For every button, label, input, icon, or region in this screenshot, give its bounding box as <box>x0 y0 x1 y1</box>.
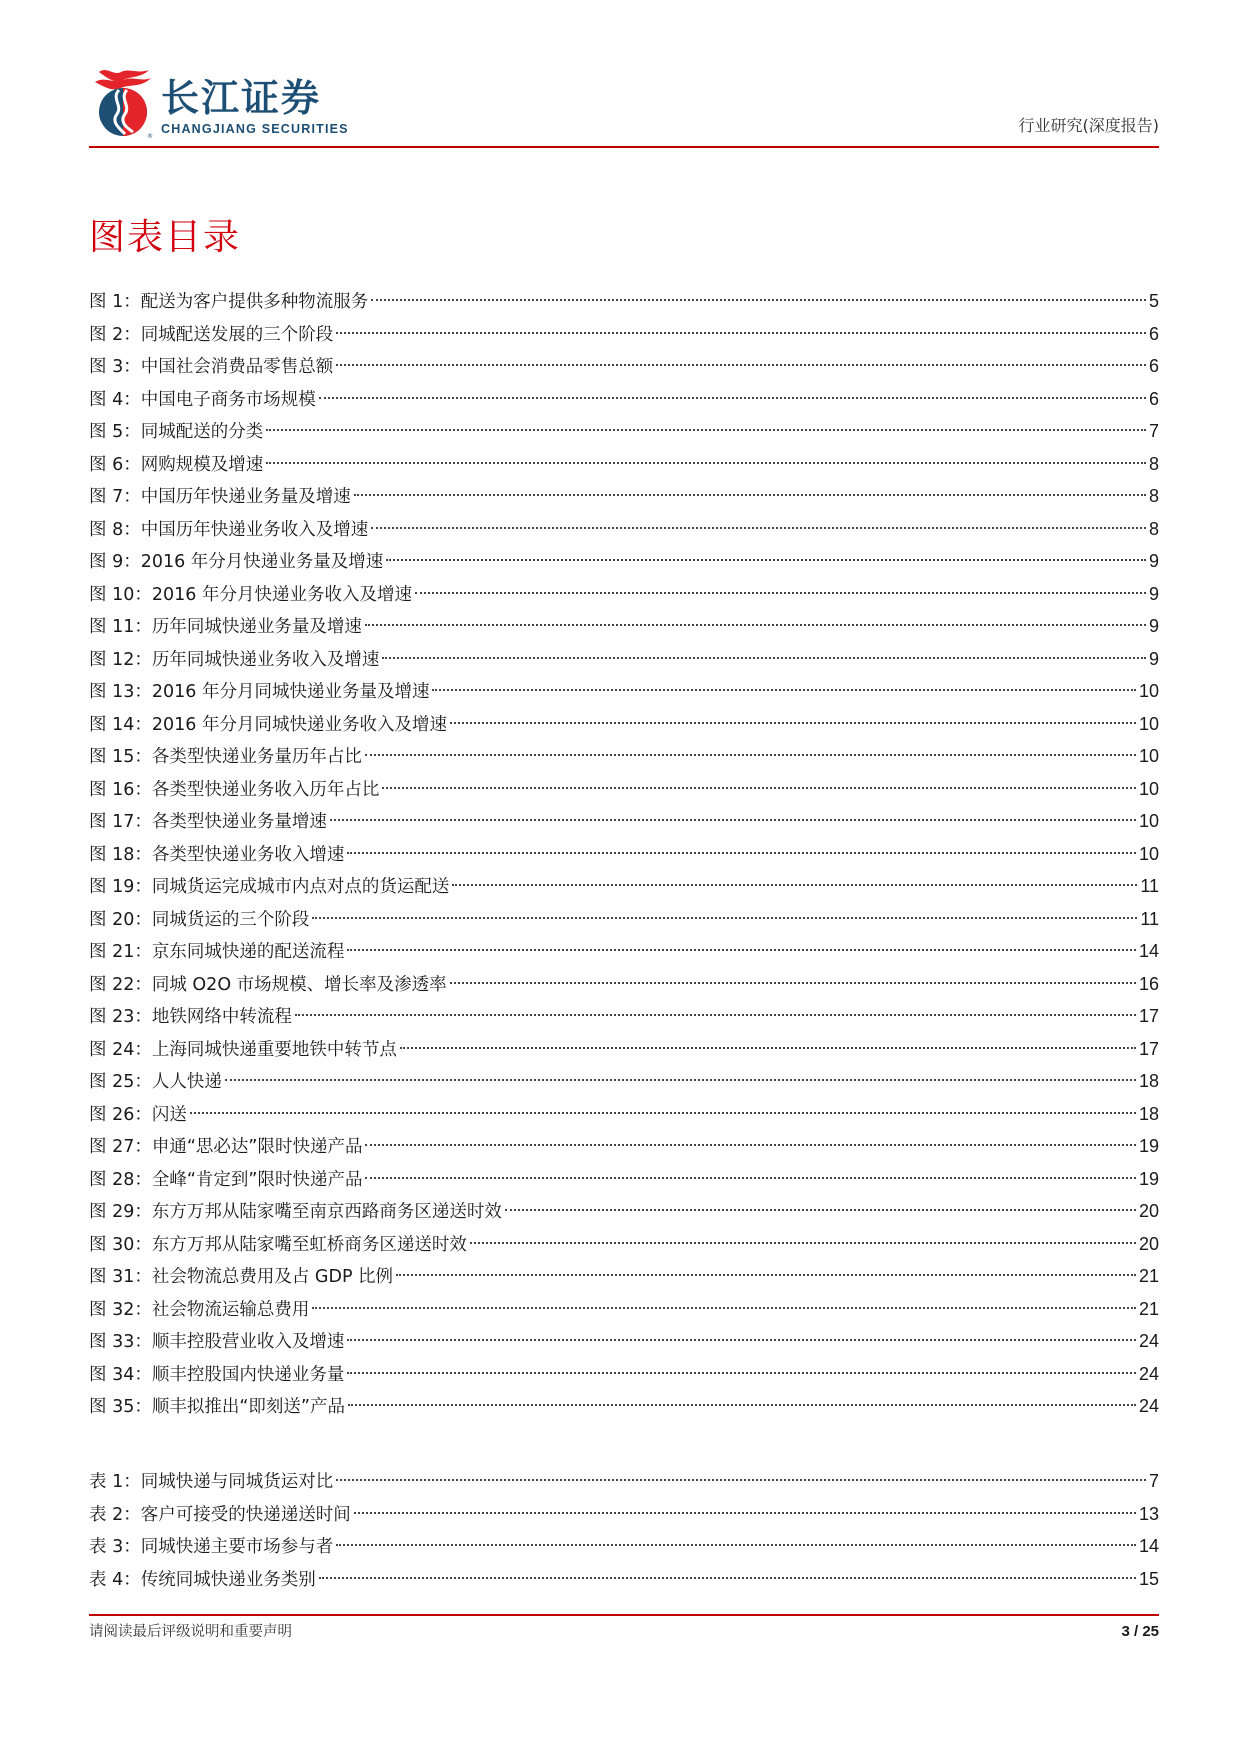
dot-leader <box>365 1177 1135 1179</box>
toc-entry-page[interactable]: 8 <box>1148 486 1159 506</box>
dot-leader <box>347 1339 1136 1341</box>
dot-leader <box>382 787 1136 789</box>
toc-entry-title: 社会物流运输总费用 <box>151 1299 310 1320</box>
toc-entry-number: 图 5： <box>89 422 141 442</box>
toc-entry-number: 图 17： <box>89 812 152 832</box>
dot-leader <box>312 917 1137 919</box>
dot-leader <box>266 462 1146 464</box>
dot-leader <box>452 884 1137 886</box>
toc-figure-entry[interactable] <box>89 1260 1159 1293</box>
toc-entry-title: 历年同城快递业务量及增速 <box>151 617 362 637</box>
toc-figure-entry[interactable] <box>89 935 1159 968</box>
toc-entry-title: 2016 年分月同城快递业务量及增速 <box>151 682 430 702</box>
toc-entry-page[interactable]: 9 <box>1148 551 1159 571</box>
toc-entry-label[interactable] <box>89 936 344 969</box>
toc-entry-number: 图 6： <box>89 454 141 475</box>
toc-entry-page[interactable]: 17 <box>1138 1006 1159 1026</box>
dot-leader <box>371 527 1146 529</box>
toc-figure-entry[interactable] <box>89 1228 1159 1261</box>
dot-leader <box>371 299 1146 301</box>
toc-entry-page[interactable]: 20 <box>1138 1201 1159 1221</box>
toc-entry-label[interactable] <box>89 1229 467 1262</box>
dot-leader <box>336 332 1146 334</box>
toc-entry-number: 表 4： <box>89 1569 141 1590</box>
toc-entry-page[interactable]: 10 <box>1138 843 1159 864</box>
toc-figure-entry[interactable] <box>89 513 1159 546</box>
toc-entry-label[interactable] <box>89 1131 362 1164</box>
toc-figure-entry[interactable] <box>89 1358 1159 1391</box>
toc-entry-title: 同城货运的三个阶段 <box>151 909 310 930</box>
toc-entry-page[interactable]: 24 <box>1138 1363 1159 1384</box>
toc-entry-page[interactable]: 24 <box>1138 1331 1159 1351</box>
dot-leader <box>348 1404 1136 1406</box>
changjiang-logo-icon <box>89 62 155 140</box>
toc-entry-title: 社会物流总费用及占 GDP 比例 <box>151 1267 394 1287</box>
toc-entry-page[interactable]: 10 <box>1138 713 1159 734</box>
toc-entry-number: 图 15： <box>89 747 152 767</box>
toc-entry-number: 图 32： <box>89 1299 152 1320</box>
dot-leader <box>365 1144 1135 1146</box>
toc-entry-number: 图 35： <box>89 1397 152 1417</box>
toc-entry-label[interactable] <box>89 1531 333 1564</box>
toc-figure-entry[interactable] <box>89 1065 1159 1098</box>
toc-figure-entry[interactable] <box>89 1033 1159 1066</box>
toc-entry-label[interactable] <box>89 416 263 449</box>
dot-leader <box>396 1274 1136 1276</box>
toc-entry-page[interactable]: 21 <box>1138 1266 1159 1286</box>
toc-entry-title: 客户可接受的快递递送时间 <box>140 1504 351 1525</box>
toc-figure-entry[interactable] <box>89 838 1159 871</box>
table-list <box>89 1465 1159 1595</box>
toc-entry-number: 图 30： <box>89 1234 152 1255</box>
toc-figure-entry[interactable] <box>89 1000 1159 1033</box>
toc-entry-label[interactable] <box>89 481 351 514</box>
toc-entry-number: 图 1： <box>89 292 141 312</box>
toc-entry-number: 图 7： <box>89 487 141 507</box>
toc-entry-title: 中国社会消费品零售总额 <box>140 357 334 377</box>
toc-figure-entry[interactable] <box>89 1098 1159 1131</box>
toc-entry-label[interactable] <box>89 1391 345 1424</box>
toc-figure-entry[interactable] <box>89 448 1159 481</box>
toc-entry-title: 各类型快递业务量增速 <box>151 812 327 832</box>
toc-entry-page[interactable]: 7 <box>1148 1471 1159 1491</box>
toc-entry-title: 中国历年快递业务量及增速 <box>140 487 351 507</box>
toc-entry-number: 图 29： <box>89 1202 152 1222</box>
footer-divider <box>89 1614 1159 1616</box>
toc-entry-label[interactable] <box>89 774 379 807</box>
toc-entry-number: 图 8： <box>89 519 141 540</box>
dot-leader <box>470 1242 1136 1244</box>
toc-entry-number: 图 18： <box>89 844 152 865</box>
dot-leader <box>432 689 1136 691</box>
toc-table-entry[interactable] <box>89 1465 1159 1498</box>
toc-entry-number: 图 21： <box>89 942 152 962</box>
toc-entry-number: 图 25： <box>89 1072 152 1092</box>
toc-entry-number: 图 16： <box>89 779 152 800</box>
toc-figure-entry[interactable] <box>89 1195 1159 1228</box>
toc-figure-entry[interactable] <box>89 578 1159 611</box>
toc-entry-title: 传统同城快递业务类别 <box>140 1569 316 1590</box>
toc-entry-title: 各类型快递业务量历年占比 <box>151 747 362 767</box>
toc-entry-label[interactable] <box>89 1261 393 1294</box>
toc-entry-label[interactable] <box>89 384 316 417</box>
page-header <box>89 62 1159 148</box>
toc-entry-title: 各类型快递业务收入增速 <box>151 844 345 865</box>
dot-leader <box>336 364 1146 366</box>
toc-entry-number: 图 11： <box>89 617 152 637</box>
toc-entry-page[interactable]: 9 <box>1148 616 1159 636</box>
toc-entry-page[interactable]: 8 <box>1148 518 1159 539</box>
toc-figure-entry[interactable] <box>89 1163 1159 1196</box>
dot-leader <box>450 982 1136 984</box>
toc-entry-label[interactable] <box>89 969 447 1002</box>
toc-entry-title: 同城快递主要市场参与者 <box>140 1537 334 1557</box>
toc-figure-entry[interactable] <box>89 773 1159 806</box>
toc-entry-label[interactable] <box>89 319 333 352</box>
toc-entry-label[interactable] <box>89 1099 187 1132</box>
toc-figure-entry[interactable] <box>89 318 1159 351</box>
dot-leader <box>347 949 1136 951</box>
toc-figure-entry[interactable] <box>89 675 1159 708</box>
toc-entry-label[interactable] <box>89 1196 502 1229</box>
dot-leader <box>336 1544 1136 1546</box>
toc-entry-title: 网购规模及增速 <box>140 454 264 475</box>
toc-entry-label[interactable] <box>89 644 379 677</box>
toc-entry-number: 图 10： <box>89 584 152 605</box>
toc-entry-label[interactable] <box>89 449 263 482</box>
toc-entry-title: 2016 年分月快递业务收入及增速 <box>151 584 412 605</box>
toc-entry-page[interactable]: 10 <box>1138 746 1159 766</box>
toc-entry-label[interactable] <box>89 546 383 579</box>
toc-entry-number: 图 27： <box>89 1137 152 1157</box>
toc-entry-page[interactable]: 19 <box>1138 1136 1159 1156</box>
toc-figure-entry[interactable] <box>89 870 1159 903</box>
toc-entry-label[interactable] <box>89 579 412 612</box>
toc-entry-page[interactable]: 24 <box>1138 1396 1159 1416</box>
toc-entry-label[interactable] <box>89 741 362 774</box>
toc-entry-label[interactable] <box>89 709 447 742</box>
page-indicator: 3 / 25 <box>1121 1623 1159 1640</box>
toc-entry-page[interactable]: 18 <box>1138 1071 1159 1091</box>
toc-entry-page[interactable]: 5 <box>1148 291 1159 311</box>
dot-leader <box>319 397 1146 399</box>
toc-figure-entry[interactable] <box>89 1130 1159 1163</box>
toc-figure-entry[interactable] <box>89 480 1159 513</box>
toc-figure-entry[interactable] <box>89 643 1159 676</box>
toc-entry-number: 图 13： <box>89 682 152 702</box>
toc-entry-number: 图 26： <box>89 1104 152 1125</box>
toc-entry-page[interactable]: 10 <box>1138 681 1159 701</box>
toc-entry-number: 图 22： <box>89 974 152 995</box>
toc-entry-title: 2016 年分月快递业务量及增速 <box>140 552 384 572</box>
toc-entry-label[interactable] <box>89 1001 292 1034</box>
toc-table-entry[interactable] <box>89 1498 1159 1531</box>
toc-entry-page[interactable]: 10 <box>1138 778 1159 799</box>
dot-leader <box>347 1372 1136 1374</box>
toc-entry-label[interactable] <box>89 904 309 937</box>
toc-entry-title: 上海同城快递重要地铁中转节点 <box>151 1039 397 1060</box>
toc-entry-page[interactable]: 9 <box>1148 648 1159 669</box>
toc-entry-title: 闪送 <box>151 1104 187 1125</box>
toc-entry-page[interactable]: 6 <box>1148 323 1159 344</box>
header-divider <box>89 146 1159 148</box>
toc-entry-label[interactable] <box>89 1359 344 1392</box>
toc-entry-number: 图 23： <box>89 1007 152 1027</box>
dot-leader <box>505 1209 1136 1211</box>
toc-entry-page[interactable]: 13 <box>1138 1503 1159 1524</box>
toc-entry-number: 表 1： <box>89 1472 141 1492</box>
toc-entry-page[interactable]: 14 <box>1138 1536 1159 1556</box>
toc-entry-label[interactable] <box>89 611 362 644</box>
toc-entry-title: 同城配送的分类 <box>140 422 264 442</box>
toc-figure-entry[interactable] <box>89 383 1159 416</box>
toc-entry-title: 2016 年分月同城快递业务收入及增速 <box>151 714 447 735</box>
svg-text:®: ® <box>147 133 153 140</box>
toc-entry-page[interactable]: 9 <box>1148 583 1159 604</box>
toc-figure-entry[interactable] <box>89 1390 1159 1423</box>
toc-entry-number: 图 2： <box>89 324 141 345</box>
toc-entry-title: 配送为客户提供多种物流服务 <box>140 292 369 312</box>
toc-entry-title: 东方万邦从陆家嘴至南京西路商务区递送时效 <box>151 1202 502 1222</box>
toc-figure-entry[interactable] <box>89 285 1159 318</box>
toc-entry-page[interactable]: 21 <box>1138 1298 1159 1319</box>
toc-entry-page[interactable]: 6 <box>1148 388 1159 409</box>
dot-leader <box>295 1014 1136 1016</box>
toc-entry-label[interactable] <box>89 286 368 319</box>
disclaimer-note: 请阅读最后评级说明和重要声明 <box>89 1624 292 1640</box>
toc-entry-title: 东方万邦从陆家嘴至虹桥商务区递送时效 <box>151 1234 467 1255</box>
dot-leader <box>365 624 1146 626</box>
dot-leader <box>330 819 1136 821</box>
toc-entry-title: 顺丰拟推出“即刻送”产品 <box>151 1397 345 1417</box>
toc-entry-number: 图 33： <box>89 1332 152 1352</box>
dot-leader <box>354 494 1146 496</box>
toc-figure-entry[interactable] <box>89 350 1159 383</box>
dot-leader <box>336 1479 1146 1481</box>
dot-leader <box>319 1577 1136 1579</box>
toc-entry-page[interactable]: 7 <box>1148 421 1159 441</box>
toc-entry-number: 图 31： <box>89 1267 152 1287</box>
toc-figure-entry[interactable] <box>89 1325 1159 1358</box>
dot-leader <box>386 559 1146 561</box>
toc-entry-page[interactable]: 20 <box>1138 1233 1159 1254</box>
toc-entry-title: 历年同城快递业务收入及增速 <box>151 649 380 670</box>
dot-leader <box>415 592 1146 594</box>
toc-entry-title: 中国历年快递业务收入及增速 <box>140 519 369 540</box>
toc-entry-label[interactable] <box>89 1294 309 1327</box>
toc-entry-title: 同城 O2O 市场规模、增长率及渗透率 <box>151 974 447 995</box>
toc-entry-number: 图 9： <box>89 552 141 572</box>
dot-leader <box>365 754 1136 756</box>
toc-figure-entry[interactable] <box>89 610 1159 643</box>
toc-figure-entry[interactable] <box>89 903 1159 936</box>
toc-entry-number: 图 19： <box>89 877 152 897</box>
toc-figure-entry[interactable] <box>89 805 1159 838</box>
toc-entry-number: 图 3： <box>89 357 141 377</box>
toc-figure-entry[interactable] <box>89 1293 1159 1326</box>
toc-entry-title: 同城货运完成城市内点对点的货运配送 <box>151 877 450 897</box>
toc-entry-title: 地铁网络中转流程 <box>151 1007 292 1027</box>
company-logo <box>89 62 389 144</box>
toc-figure-entry[interactable] <box>89 545 1159 578</box>
dot-leader <box>450 722 1136 724</box>
logo-english-name: CHANGJIANG SECURITIES <box>161 122 349 136</box>
toc-entry-page[interactable]: 16 <box>1138 973 1159 994</box>
toc-entry-number: 图 28： <box>89 1169 152 1190</box>
toc-table-entry[interactable] <box>89 1530 1159 1563</box>
toc-entry-page[interactable]: 10 <box>1138 811 1159 831</box>
toc-entry-title: 申通“思必达”限时快递产品 <box>151 1137 363 1157</box>
toc-entry-number: 图 34： <box>89 1364 152 1385</box>
toc-entry-page[interactable]: 17 <box>1138 1038 1159 1059</box>
toc-entry-title: 顺丰控股营业收入及增速 <box>151 1332 345 1352</box>
toc-entry-label[interactable] <box>89 1326 344 1359</box>
figure-list <box>89 285 1159 1423</box>
toc-entry-page[interactable]: 11 <box>1140 876 1159 896</box>
toc-entry-title: 同城配送发展的三个阶段 <box>140 324 334 345</box>
logo-chinese-name: 长江证券 <box>161 75 322 120</box>
dot-leader <box>400 1047 1136 1049</box>
toc-entry-label[interactable] <box>89 676 429 709</box>
toc-entry-label[interactable] <box>89 351 333 384</box>
toc-entry-number: 表 3： <box>89 1537 141 1557</box>
dot-leader <box>382 657 1146 659</box>
toc-figure-entry[interactable] <box>89 968 1159 1001</box>
report-type-label: 行业研究(深度报告) <box>1018 116 1159 135</box>
toc-entry-title: 京东同城快递的配送流程 <box>151 942 345 962</box>
dot-leader <box>354 1512 1136 1514</box>
toc-entry-label[interactable] <box>89 1564 316 1597</box>
dot-leader <box>347 852 1136 854</box>
dot-leader <box>266 429 1146 431</box>
page-title: 图表目录 <box>89 217 242 258</box>
toc-entry-page[interactable]: 6 <box>1148 356 1159 376</box>
toc-entry-page[interactable]: 8 <box>1148 453 1159 474</box>
toc-entry-title: 人人快递 <box>151 1072 222 1092</box>
toc-entry-number: 图 12： <box>89 649 152 670</box>
toc-entry-number: 图 20： <box>89 909 152 930</box>
toc-entry-title: 各类型快递业务收入历年占比 <box>151 779 380 800</box>
toc-entry-label[interactable] <box>89 1066 222 1099</box>
toc-entry-label[interactable] <box>89 1034 397 1067</box>
toc-entry-title: 同城快递与同城货运对比 <box>140 1472 334 1492</box>
toc-entry-number: 表 2： <box>89 1504 141 1525</box>
toc-entry-label[interactable] <box>89 1466 333 1499</box>
toc-figure-entry[interactable] <box>89 708 1159 741</box>
toc-entry-number: 图 14： <box>89 714 152 735</box>
toc-figure-entry[interactable] <box>89 740 1159 773</box>
toc-entry-page[interactable]: 15 <box>1138 1568 1159 1589</box>
toc-entry-page[interactable]: 14 <box>1138 941 1159 961</box>
toc-entry-title: 中国电子商务市场规模 <box>140 389 316 410</box>
toc-entry-title: 全峰“肯定到”限时快递产品 <box>151 1169 363 1190</box>
toc-entry-label[interactable] <box>89 871 449 904</box>
toc-figure-entry[interactable] <box>89 415 1159 448</box>
toc-entry-label[interactable] <box>89 514 368 547</box>
toc-entry-label[interactable] <box>89 1499 351 1532</box>
toc-entry-number: 图 24： <box>89 1039 152 1060</box>
dot-leader <box>312 1307 1136 1309</box>
toc-entry-number: 图 4： <box>89 389 141 410</box>
toc-entry-title: 顺丰控股国内快递业务量 <box>151 1364 345 1385</box>
dot-leader <box>190 1112 1136 1114</box>
toc-entry-label[interactable] <box>89 806 327 839</box>
toc-entry-label[interactable] <box>89 1164 362 1197</box>
toc-table-entry[interactable] <box>89 1563 1159 1596</box>
dot-leader <box>225 1079 1136 1081</box>
toc-entry-page[interactable]: 11 <box>1140 908 1159 929</box>
toc-entry-page[interactable]: 19 <box>1138 1168 1159 1189</box>
toc-entry-label[interactable] <box>89 839 344 872</box>
toc-entry-page[interactable]: 18 <box>1138 1103 1159 1124</box>
